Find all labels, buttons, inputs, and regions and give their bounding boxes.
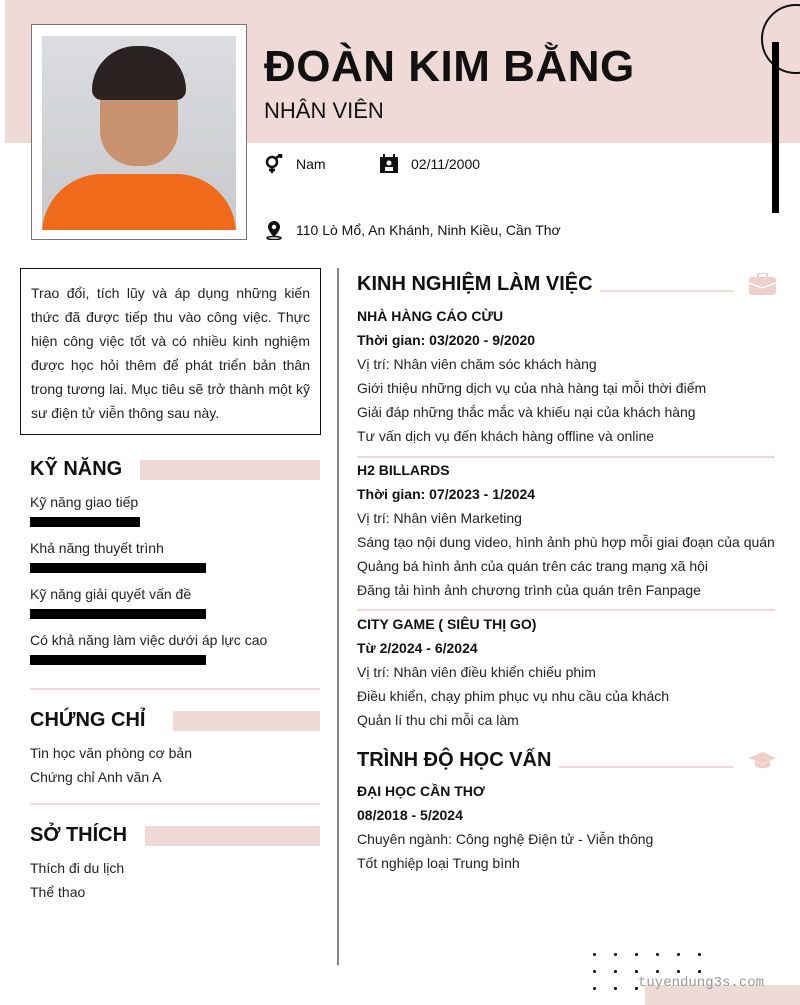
education-heading: TRÌNH ĐỘ HỌC VẤN — [357, 749, 552, 771]
school-name: ĐẠI HỌC CẦN THƠ — [357, 783, 485, 799]
education-line: Chuyên ngành: Công nghệ Điện tử - Viễn thông — [357, 831, 654, 847]
hobby-item: Thể thao — [30, 884, 86, 900]
job-line: Sáng tạo nội dung video, hình ảnh phù hợp mỗi giai đoạn của quán — [357, 534, 775, 550]
education-line: Tốt nghiệp loại Trung bình — [357, 855, 520, 871]
gender-value: Nam — [296, 156, 326, 172]
job-line: Quảng bá hình ảnh của quán trên các trang mạng xã hội — [357, 558, 709, 574]
job-line: Giải đáp những thắc mắc và khiếu nại của khách hàng — [357, 404, 696, 420]
address-info — [264, 220, 561, 240]
hobbies-heading — [30, 824, 320, 847]
birthday-value: 02/11/2000 — [411, 156, 481, 172]
education-time: 08/2018 - 5/2024 — [357, 807, 463, 823]
graduation-cap-icon — [749, 751, 776, 771]
cert-item: Chứng chỉ Anh văn A — [30, 769, 162, 785]
calendar-icon — [379, 154, 399, 174]
job-line: Vị trí: Nhân viên chăm sóc khách hàng — [357, 356, 597, 372]
job-time: Thời gian: 07/2023 - 1/2024 — [357, 486, 536, 502]
job-line: Quản lí thu chi mỗi ca làm — [357, 712, 519, 728]
divider — [30, 688, 320, 690]
watermark: tuyendung3s.com — [638, 975, 765, 991]
job-company: CITY GAME ( SIÊU THỊ GO) — [357, 616, 537, 632]
address-value: 110 Lò Mổ, An Khánh, Ninh Kiều, Cần Thơ — [296, 222, 561, 238]
job-company: H2 BILLARDS — [357, 462, 450, 478]
hobby-item: Thích đi du lịch — [30, 860, 125, 876]
certs-heading — [30, 709, 320, 732]
profile-photo — [42, 36, 236, 230]
job-entry — [357, 458, 777, 602]
certs-title: CHỨNG CHỈ — [30, 709, 146, 731]
job-time: Thời gian: 03/2020 - 9/2020 — [357, 332, 536, 348]
skill-label: Kỹ năng giải quyết vấn đề — [30, 586, 192, 602]
job-line: Đăng tải hình ảnh chương trình của quán trên Fanpage — [357, 582, 701, 598]
education-entry — [357, 779, 777, 875]
heading-line — [559, 766, 733, 768]
gender-info — [264, 154, 326, 174]
divider — [357, 609, 775, 611]
career-objective: Trao đổi, tích lũy và áp dụng những kiến thức đã được tiếp thu vào công việc. Thực hiện công việc tốt và có nhiều kinh nghiệm được học hỏi thêm để phát triển bản thân trong tương lai. Mục tiêu sẽ trở thành một kỹ sư điện tử viễn thông sau này. — [20, 268, 321, 435]
experience-heading: KINH NGHIỆM LÀM VIỆC — [357, 273, 593, 295]
heading-line — [600, 290, 733, 292]
skill-bar — [30, 517, 140, 527]
job-line: Vị trí: Nhân viên điều khiển chiếu phim — [357, 664, 596, 680]
cert-item: Tin học văn phòng cơ bản — [30, 745, 192, 761]
candidate-role: NHÂN VIÊN — [264, 98, 384, 123]
job-company: NHÀ HÀNG CÁO CỪU — [357, 308, 504, 324]
job-line: Giới thiệu những dịch vụ của nhà hàng tại mỗi thời điểm — [357, 380, 707, 396]
candidate-name: ĐOÀN KIM BẰNG — [264, 42, 635, 91]
job-line: Điều khiển, chạy phim phục vụ nhu cầu của khách — [357, 688, 670, 704]
hobbies-title: SỞ THÍCH — [30, 824, 128, 846]
skill-bar — [30, 655, 206, 665]
skills-title: KỸ NĂNG — [30, 458, 123, 480]
job-line: Vị trí: Nhân viên Marketing — [357, 510, 522, 526]
skill-bar — [30, 563, 206, 573]
briefcase-icon — [749, 273, 776, 295]
column-divider — [337, 268, 339, 965]
decor-bar — [772, 42, 779, 213]
job-time: Từ 2/2024 - 6/2024 — [357, 640, 478, 656]
skill-label: Khả năng thuyết trình — [30, 540, 164, 556]
skills-heading — [30, 458, 320, 481]
job-line: Tư vấn dịch vụ đến khách hàng offline và online — [357, 428, 655, 444]
divider — [30, 803, 320, 805]
skill-label: Kỹ năng giao tiếp — [30, 494, 139, 510]
gender-icon — [264, 154, 284, 174]
job-entry — [357, 304, 777, 448]
job-entry — [357, 612, 777, 732]
skill-label: Có khả năng làm việc dưới áp lực cao — [30, 632, 268, 648]
birthday-info — [379, 154, 480, 174]
skill-bar — [30, 609, 206, 619]
location-pin-icon — [264, 220, 284, 240]
